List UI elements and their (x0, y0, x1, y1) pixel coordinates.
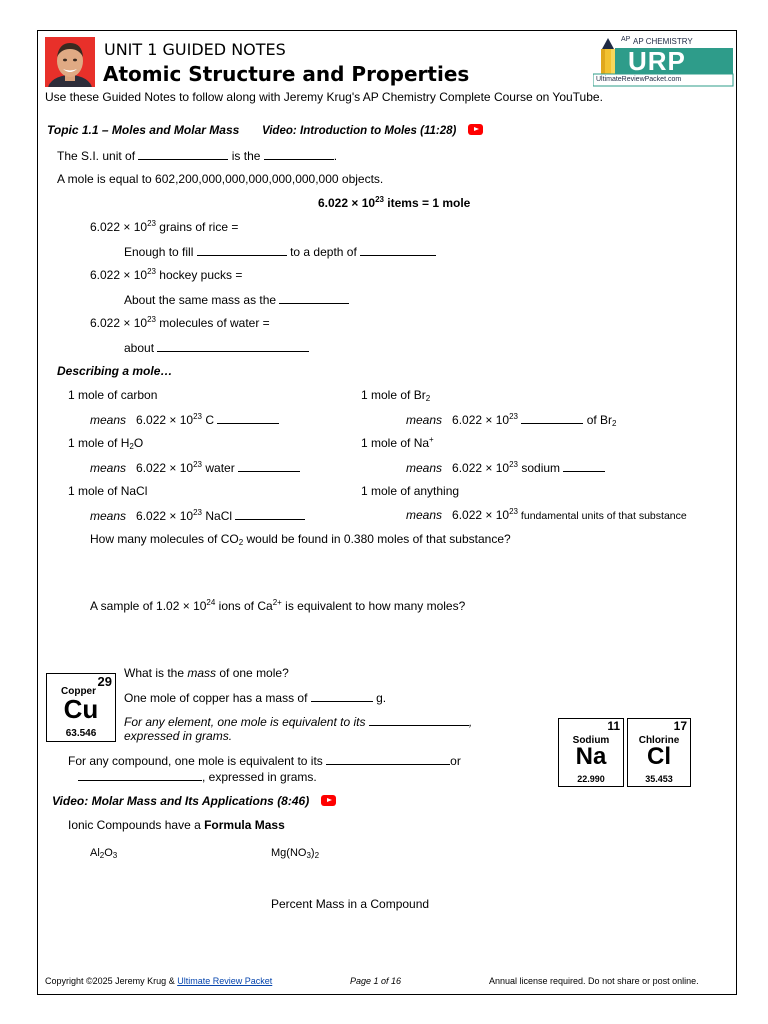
means-label: means (90, 461, 127, 475)
nacl-means-line (90, 508, 305, 523)
blank-sodium[interactable] (563, 460, 605, 472)
exponent: 23 (509, 412, 519, 421)
mole-equal-line: A mole is equal to 602,200,000,000,000,000,000,000 objects. (57, 172, 384, 186)
element-tile-sodium (558, 718, 624, 787)
element-tile-chlorine (627, 718, 691, 787)
element-rule-line-2: expressed in grams. (124, 729, 233, 743)
al-symbol: Al (90, 847, 100, 859)
si-unit-line (57, 148, 337, 163)
br-means-line (406, 412, 617, 427)
compound-rule-text-2: , expressed in grams. (202, 770, 317, 784)
means-label: means (406, 413, 443, 427)
logo-tagline: AP CHEMISTRY (633, 37, 693, 46)
exponent: 23 (147, 219, 156, 228)
youtube-icon[interactable] (468, 124, 483, 135)
about-text: about (124, 341, 155, 355)
youtube-icon[interactable] (321, 795, 336, 806)
anything-line: 1 mole of anything (361, 484, 460, 498)
video-2-duration[interactable]: (8:46) (277, 794, 310, 808)
video-title[interactable]: Introduction to Moles (11:28) (300, 125, 457, 137)
water-mole-subscript: 2 (129, 442, 134, 451)
blank-si-answer[interactable] (264, 148, 334, 160)
exponent: 23 (147, 267, 156, 276)
mass-question (124, 666, 289, 680)
describing-heading: Describing a mole… (57, 364, 173, 378)
video-prefix: Video: (261, 125, 297, 137)
blank-pucks-mass[interactable] (279, 292, 349, 304)
co2-question (90, 532, 511, 546)
topic-name: Moles and Molar Mass (111, 123, 240, 137)
al-subscript: 2 (99, 851, 105, 860)
blank-water[interactable] (238, 460, 300, 472)
paren-close: ) (310, 847, 315, 859)
means-label: means (406, 461, 443, 475)
water-text: molecules of water = (155, 316, 270, 330)
logo-site: UltimateReviewPacket.com (596, 76, 682, 83)
blank-compound-rule[interactable] (326, 753, 450, 765)
compound-rule-line (68, 753, 461, 768)
atomic-mass: 63.546 (65, 728, 97, 739)
exponent: 23 (193, 412, 203, 421)
si-unit-text-a: The S.I. unit of (57, 149, 136, 163)
footer-page: Page 1 of 16 (350, 976, 402, 986)
mass-question-italic: mass (187, 666, 217, 680)
intro-text: Use these Guided Notes to follow along with Jeremy Krug's AP Chemistry Complete Course on YouTube. (45, 90, 603, 104)
urp-logo (593, 36, 735, 88)
avogadro-base: 6.022 × 10 (318, 196, 376, 210)
copyright-text: Copyright ©2025 Jeremy Krug & (45, 976, 178, 986)
rice-fill-text-b: to a depth of (290, 245, 357, 259)
blank-rice-depth[interactable] (360, 244, 436, 256)
no-subscript: 3 (306, 851, 311, 860)
compound-rule-text: For any compound, one mole is equivalent to its (68, 754, 323, 768)
nacl-means-text: NaCl (202, 509, 233, 523)
na-means-line (406, 460, 605, 475)
ca-text-b: ions of Ca (215, 599, 273, 613)
ca-text-c: is equivalent to how many moles? (281, 599, 466, 613)
br-means-text: of Br (586, 413, 613, 427)
pucks-mass-line (124, 292, 349, 307)
avogadro-text: items = 1 mole (383, 196, 471, 210)
rice-fill-text-a: Enough to fill (124, 245, 194, 259)
element-name: Copper (61, 686, 96, 697)
ca-text-a: A sample of 1.02 × 10 (90, 599, 207, 613)
o-symbol: O (104, 847, 113, 859)
rice-line (90, 220, 238, 234)
water-line (90, 316, 270, 330)
avogadro-statement (318, 196, 470, 210)
blank-nacl[interactable] (235, 508, 305, 520)
co2-text-b: would be found in 0.380 moles of that substance? (243, 532, 511, 546)
video-2-title[interactable]: Molar Mass and Its Applications (91, 794, 274, 808)
na-line (361, 436, 434, 450)
page-title: Atomic Structure and Properties (103, 62, 470, 86)
topic-label: Topic 1.1 (47, 123, 99, 137)
water-about-line (124, 340, 309, 355)
compound-rule-or: or (450, 754, 461, 768)
pucks-line (90, 268, 242, 282)
na-text: 1 mole of Na (361, 436, 430, 450)
anything-means-text: fundamental units of that substance (518, 510, 687, 522)
o-subscript: 3 (112, 851, 118, 860)
exponent: 23 (147, 315, 156, 324)
nacl-line: 1 mole of NaCl (68, 484, 148, 498)
blank-copper-mass[interactable] (311, 690, 373, 702)
element-symbol: Cl (647, 743, 671, 770)
exponent: 23 (509, 460, 519, 469)
water-mole-line (68, 436, 143, 450)
blank-rice-fill[interactable] (197, 244, 287, 256)
element-name: Sodium (572, 735, 610, 746)
exponent: 23 (193, 508, 203, 517)
element-name: Chlorine (638, 735, 680, 746)
element-symbol: Na (575, 743, 607, 770)
avogadro-exponent: 23 (375, 195, 384, 204)
means-label: means (90, 413, 127, 427)
br-means-subscript: 2 (612, 419, 617, 428)
sci-prefix: 6.022 × 10 (90, 316, 148, 330)
blank-compound-rule-2[interactable] (78, 769, 202, 781)
exponent: 23 (509, 507, 519, 516)
atomic-mass: 22.990 (577, 774, 605, 784)
video-2-prefix: Video: (52, 794, 89, 808)
atomic-number: 29 (97, 674, 112, 689)
means-label: means (406, 508, 443, 522)
sci-prefix: 6.022 × 10 (136, 461, 194, 475)
ionic-text: Ionic Compounds have a (68, 818, 205, 832)
sci-prefix: 6.022 × 10 (136, 509, 194, 523)
footer-copyright (45, 976, 272, 986)
br-line (361, 388, 430, 402)
copper-mass-line (124, 690, 386, 705)
copper-mass-text: One mole of copper has a mass of (124, 691, 308, 705)
sci-prefix: 6.022 × 10 (90, 220, 148, 234)
element-tile-copper (46, 673, 116, 742)
water-means-text: water (202, 461, 235, 475)
mass-question-a: What is the (124, 666, 188, 680)
sci-prefix: 6.022 × 10 (90, 268, 148, 282)
sci-prefix: 6.022 × 10 (452, 413, 510, 427)
element-rule-line (124, 714, 472, 729)
logo-ap-mark: AP (621, 36, 631, 43)
mg-part: Mg(NO (271, 847, 307, 859)
br-subscript: 2 (425, 394, 431, 403)
carbon-means-line (90, 412, 279, 427)
atomic-number: 17 (673, 719, 687, 733)
topic-heading (47, 123, 483, 137)
carbon-line: 1 mole of carbon (68, 388, 158, 402)
blank-si-unit[interactable] (138, 148, 228, 160)
footer-link[interactable]: Ultimate Review Packet (177, 976, 273, 986)
copper-mass-unit: g. (376, 691, 387, 705)
ionic-line (68, 818, 285, 832)
instructor-photo (45, 37, 95, 87)
water-mole-text-b: O (133, 436, 144, 450)
blank-br[interactable] (521, 412, 583, 424)
ca-charge: 2+ (272, 598, 282, 607)
blank-carbon[interactable] (217, 412, 279, 424)
logo-brand: URP (628, 46, 686, 76)
anything-means-line (406, 508, 687, 522)
water-means-line (90, 460, 300, 475)
mass-question-b: of one mole? (216, 666, 289, 680)
sci-prefix: 6.022 × 10 (452, 508, 510, 522)
al2o3-formula (90, 847, 117, 859)
footer-license: Annual license required. Do not share or post online. (489, 976, 699, 986)
atomic-mass: 35.453 (645, 774, 673, 784)
si-unit-text-b: is the (231, 149, 261, 163)
percent-mass-heading: Percent Mass in a Compound (271, 897, 430, 911)
pucks-mass-text: About the same mass as the (124, 293, 277, 307)
blank-water-about[interactable] (157, 340, 309, 352)
co2-text-a: How many molecules of CO (90, 532, 239, 546)
formula-mass-term: Formula Mass (204, 818, 285, 832)
means-label: means (90, 509, 127, 523)
element-rule-comma: , (468, 715, 473, 729)
pucks-text: hockey pucks = (155, 268, 243, 282)
ca-exponent: 24 (206, 598, 216, 607)
br-text: 1 mole of Br (361, 388, 426, 402)
sci-prefix: 6.022 × 10 (452, 461, 510, 475)
ca-question (90, 599, 465, 613)
topic-dash: – (98, 123, 112, 137)
rice-fill-line (124, 244, 436, 259)
na-means-text: sodium (518, 461, 561, 475)
blank-element-rule[interactable] (369, 714, 469, 726)
carbon-means-text: C (202, 413, 215, 427)
exponent: 23 (193, 460, 203, 469)
compound-rule-line-2 (78, 769, 317, 784)
sci-prefix: 6.022 × 10 (136, 413, 194, 427)
rice-text: grains of rice = (155, 220, 239, 234)
mgno3-formula (271, 847, 319, 859)
water-mole-text-a: 1 mole of H (68, 436, 130, 450)
atomic-number: 11 (607, 719, 620, 733)
si-unit-period: . (333, 149, 338, 163)
unit-label: UNIT 1 GUIDED NOTES (104, 40, 286, 59)
na-charge: + (429, 435, 434, 444)
element-rule-text: For any element, one mole is equivalent to its (124, 715, 366, 729)
element-symbol: Cu (63, 694, 99, 724)
group-subscript: 2 (314, 851, 320, 860)
video-2-heading (52, 794, 336, 808)
co2-subscript: 2 (238, 538, 244, 547)
